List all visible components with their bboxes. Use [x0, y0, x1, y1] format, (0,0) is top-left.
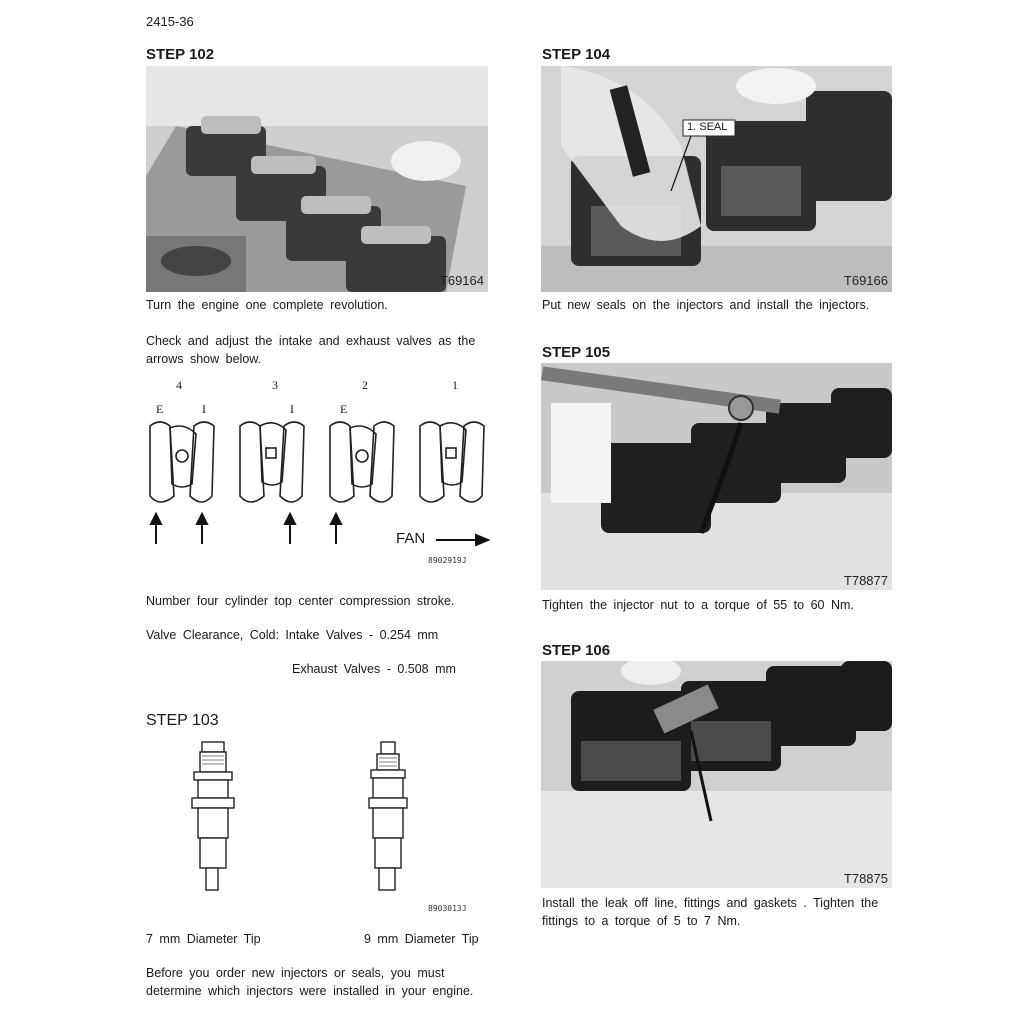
valve-label-exhaust: E	[340, 402, 348, 416]
step-104-title: STEP 104	[542, 46, 611, 63]
step-105-photo-ref: T78877	[843, 573, 888, 588]
step-106-caption: Install the leak off line, fittings and gaskets . Tighten the fittings to a torque of 5 to 7 Nm.	[542, 896, 879, 928]
fan-label: FAN	[396, 530, 426, 547]
injector-fig-ref: 8903013J	[428, 904, 467, 913]
intake-clearance: Valve Clearance, Cold: Intake Valves - 0.254 mm	[146, 628, 439, 642]
step-105-caption: Tighten the injector nut to a torque of 55 to 60 Nm.	[542, 598, 854, 612]
diagram-ref: 8902919J	[428, 556, 467, 565]
seal-callout: 1. SEAL	[687, 121, 728, 133]
step-104-photo	[541, 66, 892, 292]
step-102-photo	[146, 66, 488, 292]
cylinder-label-4: 4	[176, 378, 182, 392]
step-102-instruction: Check and adjust the intake and exhaust valves as the arrows show below.	[146, 334, 476, 366]
step-106-title: STEP 106	[542, 642, 611, 659]
step-102-photo-ref: T69164	[439, 273, 484, 288]
cylinder-label-3: 3	[272, 378, 278, 392]
exhaust-clearance: Exhaust Valves - 0.508 mm	[292, 662, 456, 676]
adjust-arrows	[151, 514, 488, 545]
cylinder-label-1: 1	[452, 378, 458, 392]
injector-9mm-drawing	[355, 740, 425, 900]
step-103-title: STEP 103	[146, 712, 219, 729]
step-106-photo-ref: T78875	[843, 871, 888, 886]
injector-9mm-label: 9 mm Diameter Tip	[364, 932, 479, 946]
rocker-arm-drawings	[150, 422, 484, 502]
cylinder-label-2: 2	[362, 378, 368, 392]
valve-label-intake: I	[202, 402, 206, 416]
step-102-title: STEP 102	[146, 46, 215, 63]
step-106-photo	[541, 661, 892, 888]
step-105-photo	[541, 363, 892, 590]
valve-adjust-diagram	[146, 378, 491, 568]
step-102-compression-note: Number four cylinder top center compression stroke.	[146, 594, 455, 608]
valve-label-intake: I	[290, 402, 294, 416]
injector-7mm-drawing	[180, 740, 250, 900]
valve-label-exhaust: E	[156, 402, 164, 416]
step-105-title: STEP 105	[542, 344, 611, 361]
injector-7mm-label: 7 mm Diameter Tip	[146, 932, 261, 946]
step-104-caption: Put new seals on the injectors and install the injectors.	[542, 298, 870, 312]
page-number: 2415-36	[146, 14, 194, 29]
step-102-caption: Turn the engine one complete revolution.	[146, 298, 388, 312]
step-104-photo-ref: T69166	[843, 273, 888, 288]
step-103-note: Before you order new injectors or seals, you must determine which injectors were installed in your engine.	[146, 966, 474, 998]
